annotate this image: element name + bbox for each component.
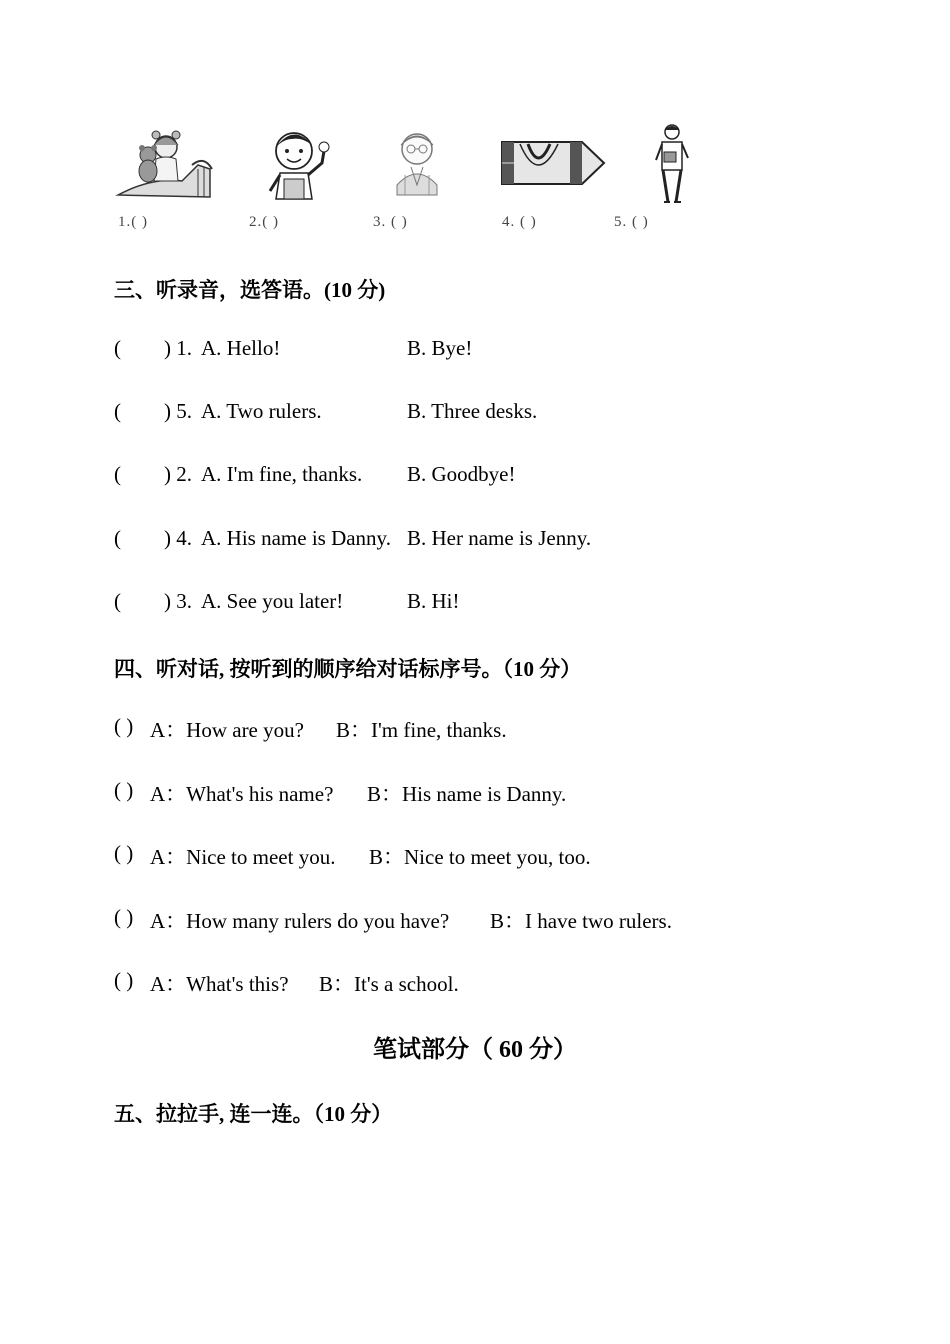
option-a: A. Hello! — [201, 336, 281, 360]
order-paren[interactable]: ( ) — [114, 905, 134, 929]
answer-paren[interactable]: ( — [114, 336, 121, 360]
option-b: B. Her name is Jenny. — [407, 526, 592, 550]
option-b: B. Bye! — [407, 336, 473, 360]
answer-paren[interactable]: ( — [114, 589, 121, 613]
order-paren[interactable]: ( ) — [114, 841, 134, 865]
order-paren[interactable]: ( ) — [114, 968, 134, 992]
dialogue-a: A：What's this? — [150, 972, 289, 996]
picture-label-2: 2.( ) — [249, 214, 279, 230]
teacher-icon — [650, 122, 694, 204]
answer-paren[interactable]: ( — [114, 526, 121, 550]
girl-with-teddy-bear-icon — [112, 125, 216, 203]
option-a: A. His name is Danny. — [201, 526, 391, 550]
option-b: B. Hi! — [407, 589, 460, 613]
picture-label-1: 1.( ) — [118, 214, 148, 230]
section5-heading: 五、拉拉手, 连一连。（10 分） — [114, 1102, 393, 1126]
question-number: ) 1. — [164, 336, 192, 360]
dialogue-a: A：What's his name? — [150, 782, 334, 806]
question-number: ) 3. — [164, 589, 192, 613]
section4-heading: 四、听对话, 按听到的顺序给对话标序号。（10 分） — [114, 657, 582, 681]
written-part-title: 笔试部分（ 60 分） — [373, 1037, 577, 1063]
question-number: ) 4. — [164, 526, 192, 550]
option-a: A. I'm fine, thanks. — [201, 462, 363, 486]
man-with-glasses-icon — [385, 125, 449, 203]
question-number: ) 2. — [164, 462, 192, 486]
dialogue-b: B：Nice to meet you, too. — [369, 845, 591, 869]
boy-waving-icon — [262, 125, 338, 203]
dialogue-b: B：I have two rulers. — [490, 909, 672, 933]
dialogue-b: B：I'm fine, thanks. — [336, 718, 507, 742]
question-number: ) 5. — [164, 399, 192, 423]
section3-heading: 三、听录音，选答语。(10 分) — [114, 278, 386, 302]
option-a: A. Two rulers. — [201, 399, 322, 423]
dialogue-b: B：It's a school. — [319, 972, 459, 996]
picture-label-4: 4. ( ) — [502, 214, 537, 230]
dialogue-a: A：Nice to meet you. — [150, 845, 336, 869]
answer-paren[interactable]: ( — [114, 399, 121, 423]
answer-paren[interactable]: ( — [114, 462, 121, 486]
order-paren[interactable]: ( ) — [114, 714, 134, 738]
order-paren[interactable]: ( ) — [114, 778, 134, 802]
dialogue-b: B：His name is Danny. — [367, 782, 567, 806]
option-a: A. See you later! — [201, 589, 344, 613]
crayon-icon — [498, 138, 608, 188]
option-b: B. Goodbye! — [407, 462, 516, 486]
dialogue-a: A：How are you? — [150, 718, 304, 742]
option-b: B. Three desks. — [407, 399, 538, 423]
picture-label-5: 5. ( ) — [614, 214, 649, 230]
picture-label-3: 3. ( ) — [373, 214, 408, 230]
dialogue-a: A：How many rulers do you have? — [150, 909, 450, 933]
